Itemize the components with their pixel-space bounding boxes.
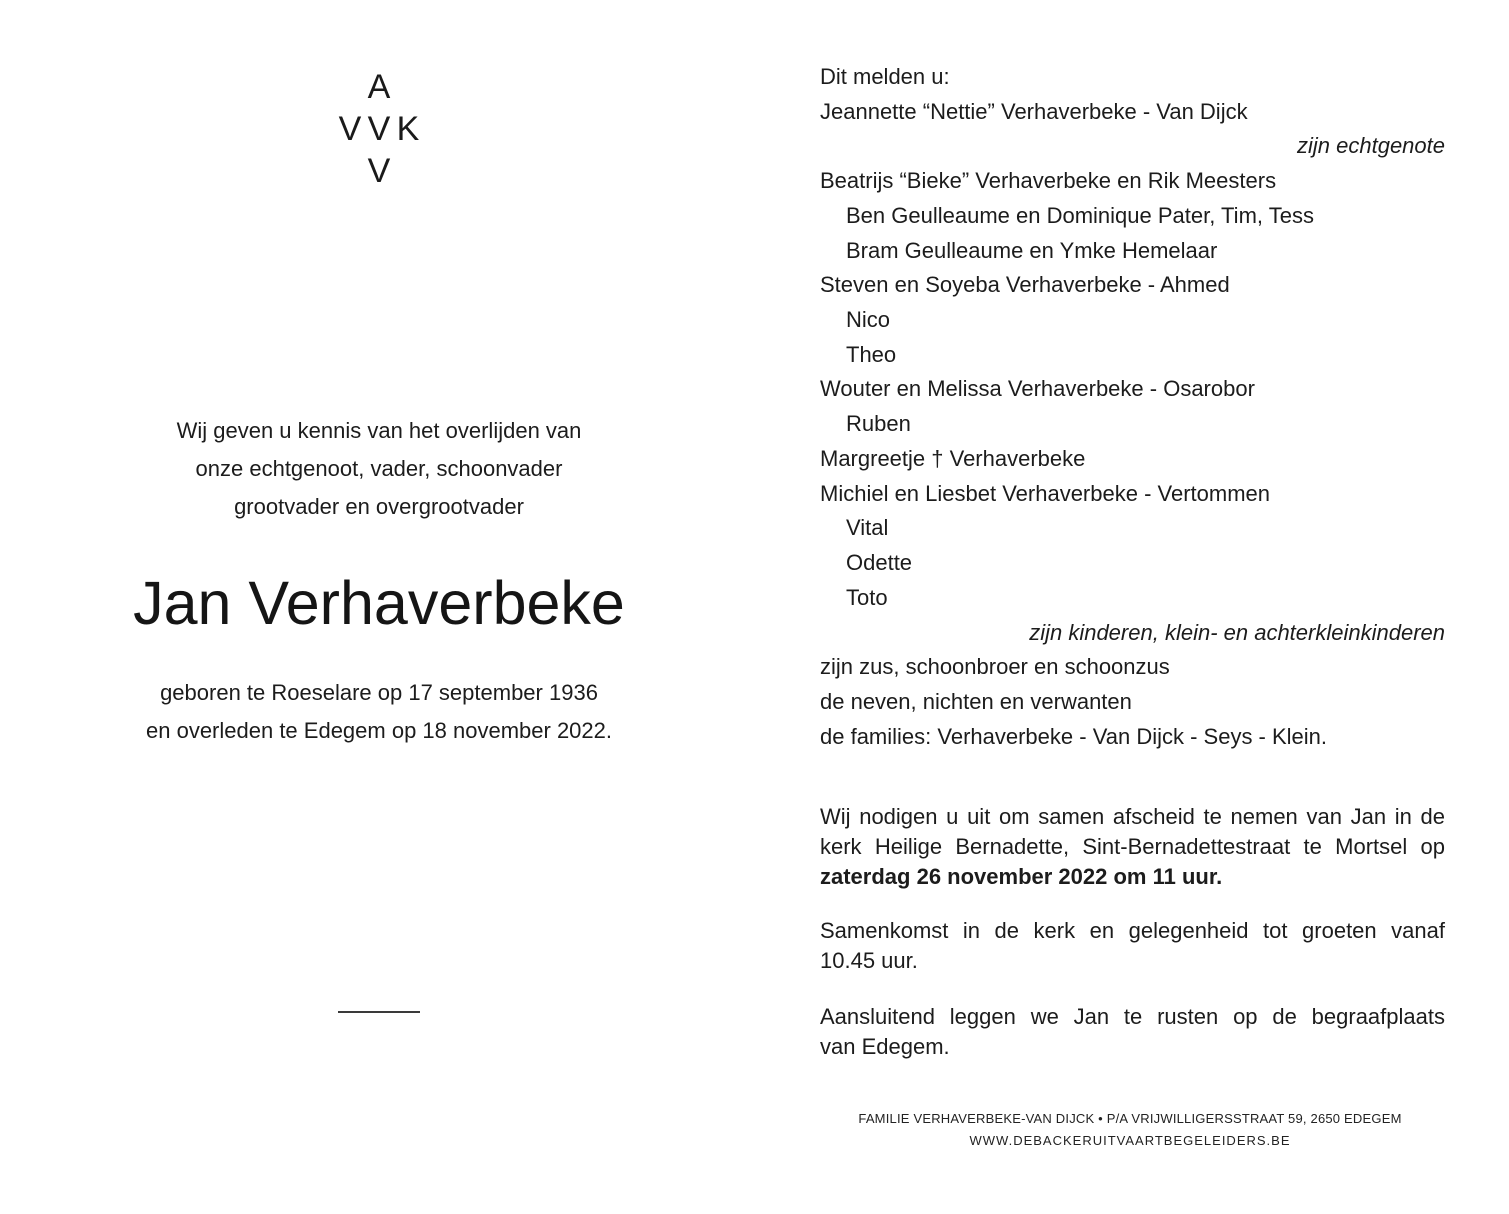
family-member: Bram Geulleaume en Ymke Hemelaar xyxy=(846,237,1218,263)
paragraph-line: 10.45 uur. xyxy=(820,948,918,973)
contact-footer xyxy=(770,1108,1490,1151)
family-member: Toto xyxy=(846,584,888,610)
family-member: Margreetje † Verhaverbeke xyxy=(820,445,1086,471)
paragraph-line: Wij nodigen u uit om samen afscheid te nemen van Jan in de xyxy=(820,804,1445,829)
burial-paragraph xyxy=(820,1002,1445,1062)
relation-label: zijn echtgenote xyxy=(1297,133,1445,159)
family-member: Michiel en Liesbet Verhaverbeke - Vertommen xyxy=(820,480,1271,506)
paragraph-line: van Edegem. xyxy=(820,1034,950,1059)
family-member: Vital xyxy=(846,515,889,541)
family-member: Ruben xyxy=(846,411,911,437)
family-member: Wouter en Melissa Verhaverbeke - Osarobor xyxy=(820,376,1255,402)
logo-letter-a: A xyxy=(367,67,391,106)
family-member: Beatrijs “Bieke” Verhaverbeke en Rik Meesters xyxy=(820,168,1277,194)
logo-letter-k: K xyxy=(396,109,420,148)
family-member: zijn zus, schoonbroer en schoonzus xyxy=(820,654,1170,680)
family-member: Odette xyxy=(846,550,913,576)
logo-letter-v-bottom: V xyxy=(367,151,391,190)
family-member: Jeannette “Nettie” Verhaverbeke - Van Dijck xyxy=(820,98,1248,124)
logo-letter-v-left: V xyxy=(338,109,362,148)
death-line: en overleden te Edegem op 18 november 2022. xyxy=(146,718,612,743)
intro-line-3: grootvader en overgrootvader xyxy=(234,494,524,519)
intro-line-2: onze echtgenoot, vader, schoonvader xyxy=(195,456,563,481)
funeral-home-website: WWW.DEBACKERUITVAARTBEGELEIDERS.BE xyxy=(969,1132,1291,1148)
paragraph-line: Samenkomst in de kerk en gelegenheid tot groeten vanaf xyxy=(820,918,1445,943)
relation-label: zijn kinderen, klein- en achterkleinkinderen xyxy=(1029,619,1445,645)
logo-letter-v-center: V xyxy=(367,109,391,148)
divider-line xyxy=(338,1011,420,1013)
family-list xyxy=(820,60,1445,754)
funeral-home-logo xyxy=(100,66,658,192)
left-page xyxy=(100,0,658,1214)
deceased-name: Jan Verhaverbeke xyxy=(133,569,625,637)
invitation-paragraph xyxy=(820,802,1445,892)
gathering-paragraph xyxy=(820,916,1445,976)
family-member: de families: Verhaverbeke - Van Dijck - Seys - Klein. xyxy=(820,723,1328,749)
family-member: Ben Geulleaume en Dominique Pater, Tim, Tess xyxy=(846,202,1314,228)
paragraph-line: kerk Heilige Bernadette, Sint-Bernadettestraat te Mortsel op xyxy=(820,834,1445,859)
intro-line-1: Wij geven u kennis van het overlijden van xyxy=(176,418,582,443)
ceremony-details xyxy=(820,802,1445,1062)
family-member: Theo xyxy=(846,341,897,367)
announcement-intro xyxy=(100,412,658,526)
announcement-label: Dit melden u: xyxy=(820,64,950,89)
birth-line: geboren te Roeselare op 17 september 1936 xyxy=(160,680,598,705)
life-dates xyxy=(100,674,658,750)
family-member: de neven, nichten en verwanten xyxy=(820,688,1132,714)
family-member: Nico xyxy=(846,307,891,333)
ceremony-datetime: zaterdag 26 november 2022 om 11 uur. xyxy=(820,864,1223,889)
family-address: FAMILIE VERHAVERBEKE-VAN DIJCK • P/A VRIJWILLIGERSSTRAAT 59, 2650 EDEGEM xyxy=(858,1111,1402,1126)
family-member: Steven en Soyeba Verhaverbeke - Ahmed xyxy=(820,272,1230,298)
paragraph-line: Aansluitend leggen we Jan te rusten op de begraafplaats xyxy=(820,1004,1445,1029)
